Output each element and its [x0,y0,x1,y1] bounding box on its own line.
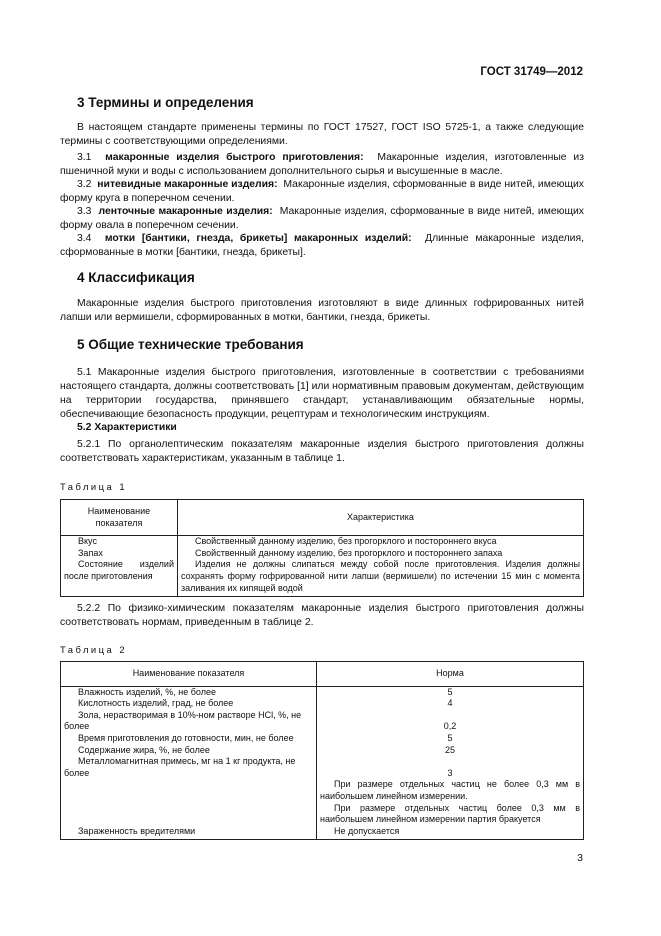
section-3-intro: В настоящем стандарте применены термины по ГОСТ 17527, ГОСТ ISO 5725-1, а также следующие термины с соответствующими определениями. [60,122,584,147]
table-cell: Кислотность изделий, град, не более [61,698,317,710]
table-header-cell: Наименование показателя [61,662,317,687]
table-cell: 5 [317,733,584,745]
table-header-row [61,500,584,536]
section-4-heading: 4 Классификация [77,270,195,285]
table-row [61,745,584,757]
table-cell: Зараженность вредителями [61,826,317,840]
clause-5-2-heading: 5.2 Характеристики [77,422,177,433]
clause-5-1: 5.1 Макаронные изделия быстрого приготовления, изготовленные в соответствии с требованиями настоящего стандарта, должны соответствовать [1] или нормативным правовым документам, действующим на территории государства, принявшего стандарт, устанавливающим обязательные нормы, обеспечивающие безопасность продукции, рецептурам и технологическим инструкциям. [60,367,584,420]
table-header-cell: Наименование показателя [61,500,178,536]
table-row [61,756,584,779]
standard-designation: ГОСТ 31749—2012 [480,66,583,78]
table-cell: Вкус [61,536,178,548]
table-row [61,548,584,560]
table-cell: Состояние изделий после приготовления [61,559,178,596]
table-cell: Влажность изделий, %, не более [61,686,317,698]
table-1-caption: Таблица 1 [60,481,128,492]
section-4-text: Макаронные изделия быстрого приготовления изготовляют в виде длинных гофрированных нитей лапши или вермишели, сформированных в мотки, бантики, гнезда, брикеты. [60,298,584,323]
table-header-row [61,662,584,687]
table-cell: Зола, нерастворимая в 10%-ном растворе HCl, %, не более [61,710,317,733]
table-cell: 25 [317,745,584,757]
table-2-caption: Таблица 2 [60,644,128,655]
clause-5-2-2: 5.2.2 По физико-химическим показателям макаронные изделия быстрого приготовления должны соответствовать нормам, приведенным в таблице 2. [60,603,584,628]
table-cell: При размере отдельных частиц более 0,3 мм в наибольшем линейном измерении партия бракуется [317,803,584,826]
table-cell: 0,2 [317,710,584,733]
table-row [61,698,584,710]
table-cell: 4 [317,698,584,710]
table-row [61,779,584,802]
table-cell: Не допускается [317,826,584,840]
table-row [61,559,584,596]
table-cell [61,779,317,802]
term-3-2: 3.2 нитевидные макаронные изделия: Макаронные изделия, сформованные в виде нитей, имеющих форму круга в поперечном сечении. [60,179,584,204]
table-header-cell: Характеристика [178,500,584,536]
table-row [61,733,584,745]
clause-5-2-1: 5.2.1 По органолептическим показателям макаронные изделия быстрого приготовления должны соответствовать характеристикам, указанным в таблице 1. [60,439,584,464]
table-cell: Металломагнитная примесь, мг на 1 кг продукта, не более [61,756,317,779]
table-cell: Свойственный данному изделию, без прогорклого и постороннего запаха [178,548,584,560]
table-cell: При размере отдельных частиц не более 0,3 мм в наибольшем линейном измерении. [317,779,584,802]
table-cell: 3 [317,756,584,779]
table-cell [61,803,317,826]
table-row [61,710,584,733]
table-cell: Время приготовления до готовности, мин, не более [61,733,317,745]
table-2 [60,661,584,840]
term-3-1: 3.1 макаронные изделия быстрого приготовления: Макаронные изделия, изготовленные из пшеничной муки и воды с использованием дополнительного сырья и высушенные в масле. [60,152,584,177]
table-cell: Свойственный данному изделию, без прогорклого и постороннего вкуса [178,536,584,548]
table-cell: 5 [317,686,584,698]
table-cell: Содержание жира, %, не более [61,745,317,757]
table-1 [60,499,584,597]
table-header-cell: Норма [317,662,584,687]
term-3-3: 3.3 ленточные макаронные изделия: Макаронные изделия, сформованные в виде нитей, имеющих форму овала в поперечном сечении. [60,206,584,231]
table-cell: Изделия не должны слипаться между собой после приготовления. Изделия должны сохранять форму гофрированной нити лапши (вермишели) по истечении 15 мин с момента заливания их кипящей водой [178,559,584,596]
table-cell: Запах [61,548,178,560]
page-number: 3 [577,852,583,864]
section-5-heading: 5 Общие технические требования [77,337,304,352]
section-3-heading: 3 Термины и определения [77,95,254,110]
table-row [61,536,584,548]
table-row [61,803,584,826]
table-row [61,826,584,840]
table-row [61,686,584,698]
term-3-4: 3.4 мотки [бантики, гнезда, брикеты] макаронных изделий: Длинные макаронные изделия, сформованные в мотки [бантики, гнезда, брикеты]. [60,233,585,258]
